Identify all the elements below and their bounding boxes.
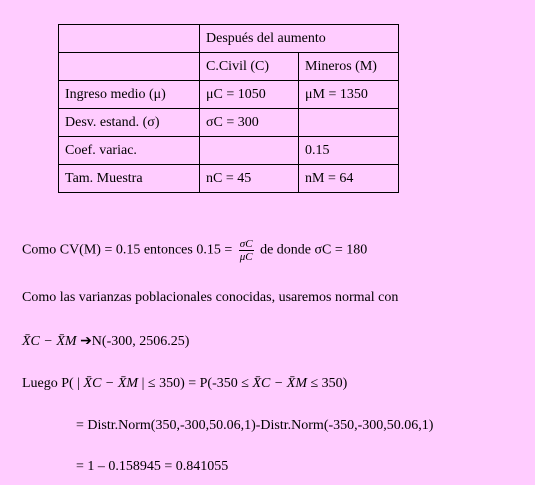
cv-equation-line: [22, 238, 367, 263]
cell-civil: σC = 300: [200, 109, 299, 137]
cv-equation-suffix: de donde σC = 180: [260, 242, 368, 258]
cell-civil: μC = 1050: [200, 81, 299, 109]
table-subheader-row: [59, 53, 399, 81]
table-header-row: [59, 25, 399, 53]
mean-difference-expression: X̄C − X̄M: [252, 376, 307, 391]
arrow-icon: ➔: [80, 334, 92, 349]
probability-suffix: ≤ 350): [310, 376, 348, 391]
probability-prefix: Luego P( |: [22, 376, 81, 391]
probability-line: [22, 376, 347, 392]
cell-civil: [200, 137, 299, 165]
probability-middle: | ≤ 350) = P(-350 ≤: [141, 376, 249, 391]
table-header-title: Después del aumento: [200, 25, 399, 53]
cv-equation-prefix: Como CV(M) = 0.15 entonces 0.15 =: [22, 242, 233, 258]
table-corner-cell: [59, 25, 200, 53]
variance-statement: Como las varianzas poblacionales conocidas, usaremos normal con: [22, 290, 399, 305]
fraction-denominator: μC: [239, 251, 253, 263]
table-row: [59, 165, 399, 193]
table-row: [59, 81, 399, 109]
mean-difference-expression: X̄C − X̄M: [22, 334, 77, 349]
cell-mineros: 0.15: [299, 137, 399, 165]
cell-civil: nC = 45: [200, 165, 299, 193]
fraction-numerator: σC: [239, 238, 253, 250]
column-header-mineros: Mineros (M): [299, 53, 399, 81]
table-corner-cell: [59, 53, 200, 81]
comparison-table: [58, 24, 399, 193]
cell-mineros: μM = 1350: [299, 81, 399, 109]
table-row: [59, 109, 399, 137]
distribution-line: [22, 333, 189, 350]
result-line: = 1 – 0.158945 = 0.841055: [76, 459, 229, 474]
row-label: Desv. estand. (σ): [59, 109, 200, 137]
sigma-over-mu-fraction: [239, 238, 254, 263]
row-label: Tam. Muestra: [59, 165, 200, 193]
table-row: [59, 137, 399, 165]
cell-mineros: nM = 64: [299, 165, 399, 193]
column-header-civil: C.Civil (C): [200, 53, 299, 81]
row-label: Ingreso medio (μ): [59, 81, 200, 109]
row-label: Coef. variac.: [59, 137, 200, 165]
cell-mineros: [299, 109, 399, 137]
mean-difference-expression: X̄C − X̄M: [83, 376, 139, 391]
normal-distribution: N(-300, 2506.25): [91, 334, 190, 349]
distr-norm-line: = Distr.Norm(350,-300,50.06,1)-Distr.Norm(-350,-300,50.06,1): [76, 418, 434, 433]
